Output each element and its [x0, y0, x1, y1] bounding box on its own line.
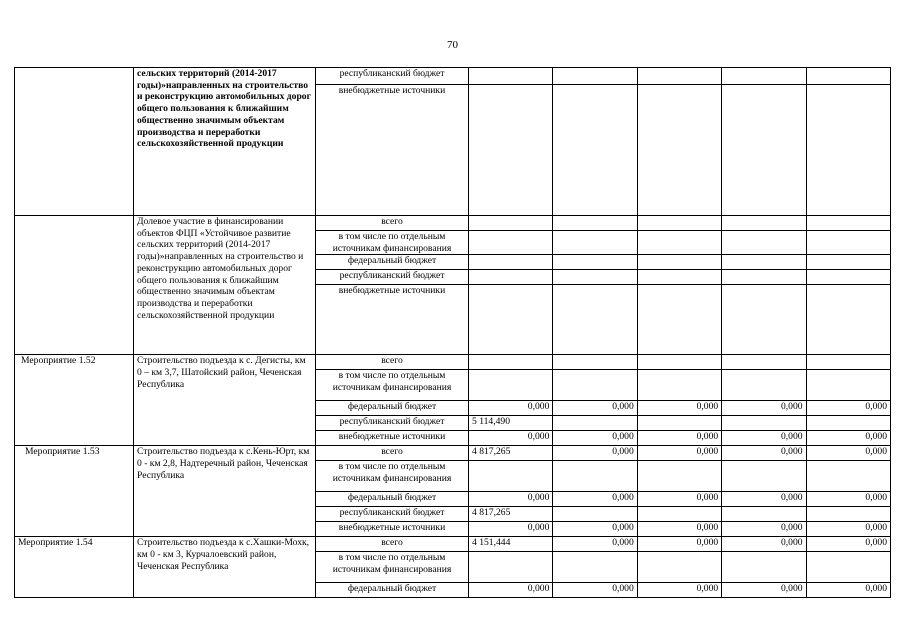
amount-cell [722, 355, 806, 370]
amount-cell [469, 68, 553, 85]
amount-cell [637, 270, 721, 285]
amount-cell [806, 507, 890, 522]
financing-table [14, 67, 891, 598]
amount-cell: 0,000 [806, 431, 890, 446]
funding-source: внебюджетные источники [316, 431, 469, 446]
measure-name: Строительство подъезда к с.Кень-Юрт, км 0 - км 2,8, Надтеречный район, Чеченская Республика [134, 446, 316, 537]
amount-cell [469, 285, 553, 355]
amount-cell [722, 370, 806, 401]
amount-cell [469, 270, 553, 285]
amount-cell [806, 461, 890, 492]
amount-cell [637, 216, 721, 231]
amount-cell: 0,000 [553, 446, 637, 461]
amount-cell [469, 216, 553, 231]
amount-cell: 0,000 [637, 537, 721, 552]
table-row [15, 216, 891, 231]
amount-cell [637, 68, 721, 85]
amount-cell [553, 370, 637, 401]
amount-cell [722, 85, 806, 216]
funding-source: в том числе по отдельным источникам финансирования [316, 370, 469, 401]
table-row [15, 446, 891, 461]
amount-cell [722, 255, 806, 270]
amount-cell: 0,000 [722, 522, 806, 537]
funding-source: всего [316, 446, 469, 461]
amount-cell: 0,000 [637, 446, 721, 461]
table-row [15, 355, 891, 370]
amount-cell [553, 85, 637, 216]
amount-cell [722, 461, 806, 492]
amount-cell [806, 355, 890, 370]
amount-cell [722, 270, 806, 285]
measure-code: Мероприятие 1.54 [15, 537, 134, 598]
amount-cell [553, 216, 637, 231]
amount-cell [722, 507, 806, 522]
amount-cell [806, 216, 890, 231]
amount-cell: 0,000 [637, 492, 721, 507]
funding-source: внебюджетные источники [316, 285, 469, 355]
funding-source: республиканский бюджет [316, 416, 469, 431]
amount-cell [637, 285, 721, 355]
amount-cell [553, 507, 637, 522]
amount-cell [469, 231, 553, 255]
amount-cell [722, 552, 806, 583]
amount-cell: 0,000 [469, 492, 553, 507]
amount-cell [637, 355, 721, 370]
funding-source: всего [316, 537, 469, 552]
amount-cell: 0,000 [637, 401, 721, 416]
measure-code: Мероприятие 1.52 [15, 355, 134, 446]
funding-source: республиканский бюджет [316, 270, 469, 285]
funding-source: республиканский бюджет [316, 68, 469, 85]
amount-cell: 0,000 [806, 522, 890, 537]
amount-cell: 4 151,444 [469, 537, 553, 552]
amount-cell [722, 216, 806, 231]
amount-cell: 0,000 [722, 583, 806, 598]
amount-cell [553, 285, 637, 355]
amount-cell: 0,000 [553, 492, 637, 507]
measure-code [15, 68, 134, 216]
amount-cell: 4 817,265 [469, 446, 553, 461]
amount-cell [637, 85, 721, 216]
amount-cell [722, 285, 806, 355]
amount-cell [469, 370, 553, 401]
amount-cell [722, 68, 806, 85]
amount-cell [637, 255, 721, 270]
amount-cell: 4 817,265 [469, 507, 553, 522]
amount-cell: 0,000 [722, 401, 806, 416]
amount-cell: 0,000 [553, 401, 637, 416]
amount-cell: 0,000 [806, 537, 890, 552]
amount-cell: 0,000 [469, 583, 553, 598]
amount-cell [553, 355, 637, 370]
amount-cell [806, 85, 890, 216]
funding-source: в том числе по отдельным источникам финансирования [316, 461, 469, 492]
measure-code [15, 216, 134, 355]
amount-cell [469, 552, 553, 583]
amount-cell: 0,000 [806, 492, 890, 507]
amount-cell: 0,000 [806, 583, 890, 598]
amount-cell: 0,000 [553, 583, 637, 598]
amount-cell [553, 231, 637, 255]
amount-cell [469, 85, 553, 216]
amount-cell: 0,000 [722, 446, 806, 461]
measure-name: Долевое участие в финансировании объектов ФЦП «Устойчивое развитие сельских территорий (2014-2017 годы)»направленных на строительство и реконструкцию автомобильных дорог общего пользования к ближайшим общественно значимым объектам производства и переработки сельскохозяйственной продукции [134, 216, 316, 355]
amount-cell [637, 461, 721, 492]
funding-source: республиканский бюджет [316, 507, 469, 522]
funding-source: федеральный бюджет [316, 255, 469, 270]
amount-cell: 0,000 [722, 537, 806, 552]
amount-cell: 0,000 [553, 537, 637, 552]
amount-cell [469, 355, 553, 370]
amount-cell: 0,000 [553, 431, 637, 446]
amount-cell: 0,000 [722, 431, 806, 446]
amount-cell [806, 270, 890, 285]
amount-cell: 0,000 [469, 522, 553, 537]
amount-cell [806, 285, 890, 355]
funding-source: в том числе по отдельным источникам финансирования [316, 231, 469, 255]
amount-cell [637, 416, 721, 431]
amount-cell [806, 231, 890, 255]
funding-source: внебюджетные источники [316, 85, 469, 216]
amount-cell [553, 461, 637, 492]
measure-name: Строительство подъезда к с.Хашки-Мохк, км 0 - км 3, Курчалоевский район, Чеченская Республика [134, 537, 316, 598]
amount-cell [553, 255, 637, 270]
funding-source: внебюджетные источники [316, 522, 469, 537]
amount-cell: 0,000 [469, 431, 553, 446]
measure-name: сельских территорий (2014-2017 годы)»направленных на строительство и реконструкцию автомобильных дорог общего пользования к ближайшим общественно значимым объектам производства и переработки сельскохозяйственной продукции [134, 68, 316, 216]
amount-cell: 0,000 [637, 583, 721, 598]
measure-code: Мероприятие 1.53 [15, 446, 134, 537]
amount-cell: 0,000 [637, 522, 721, 537]
amount-cell: 0,000 [553, 522, 637, 537]
amount-cell [722, 231, 806, 255]
amount-cell: 0,000 [806, 401, 890, 416]
amount-cell: 0,000 [722, 492, 806, 507]
funding-source: всего [316, 355, 469, 370]
funding-source: федеральный бюджет [316, 492, 469, 507]
table-row [15, 68, 891, 85]
funding-source: федеральный бюджет [316, 401, 469, 416]
amount-cell [469, 255, 553, 270]
amount-cell [806, 255, 890, 270]
amount-cell [553, 68, 637, 85]
funding-source: всего [316, 216, 469, 231]
amount-cell [469, 461, 553, 492]
amount-cell [553, 270, 637, 285]
amount-cell [806, 370, 890, 401]
amount-cell: 0,000 [469, 401, 553, 416]
page-number: 70 [447, 39, 458, 51]
funding-source: федеральный бюджет [316, 583, 469, 598]
amount-cell [637, 507, 721, 522]
amount-cell [806, 68, 890, 85]
financing-table-body [15, 68, 891, 598]
amount-cell [637, 370, 721, 401]
amount-cell [553, 552, 637, 583]
amount-cell: 0,000 [637, 431, 721, 446]
amount-cell [722, 416, 806, 431]
amount-cell: 0,000 [806, 446, 890, 461]
amount-cell [806, 416, 890, 431]
measure-name: Строительство подъезда к с. Дегисты, км 0 – км 3,7, Шатойский район, Чеченская Республика [134, 355, 316, 446]
amount-cell [806, 552, 890, 583]
funding-source: в том числе по отдельным источникам финансирования [316, 552, 469, 583]
amount-cell [637, 231, 721, 255]
amount-cell [553, 416, 637, 431]
table-row [15, 537, 891, 552]
amount-cell: 5 114,490 [469, 416, 553, 431]
amount-cell [637, 552, 721, 583]
